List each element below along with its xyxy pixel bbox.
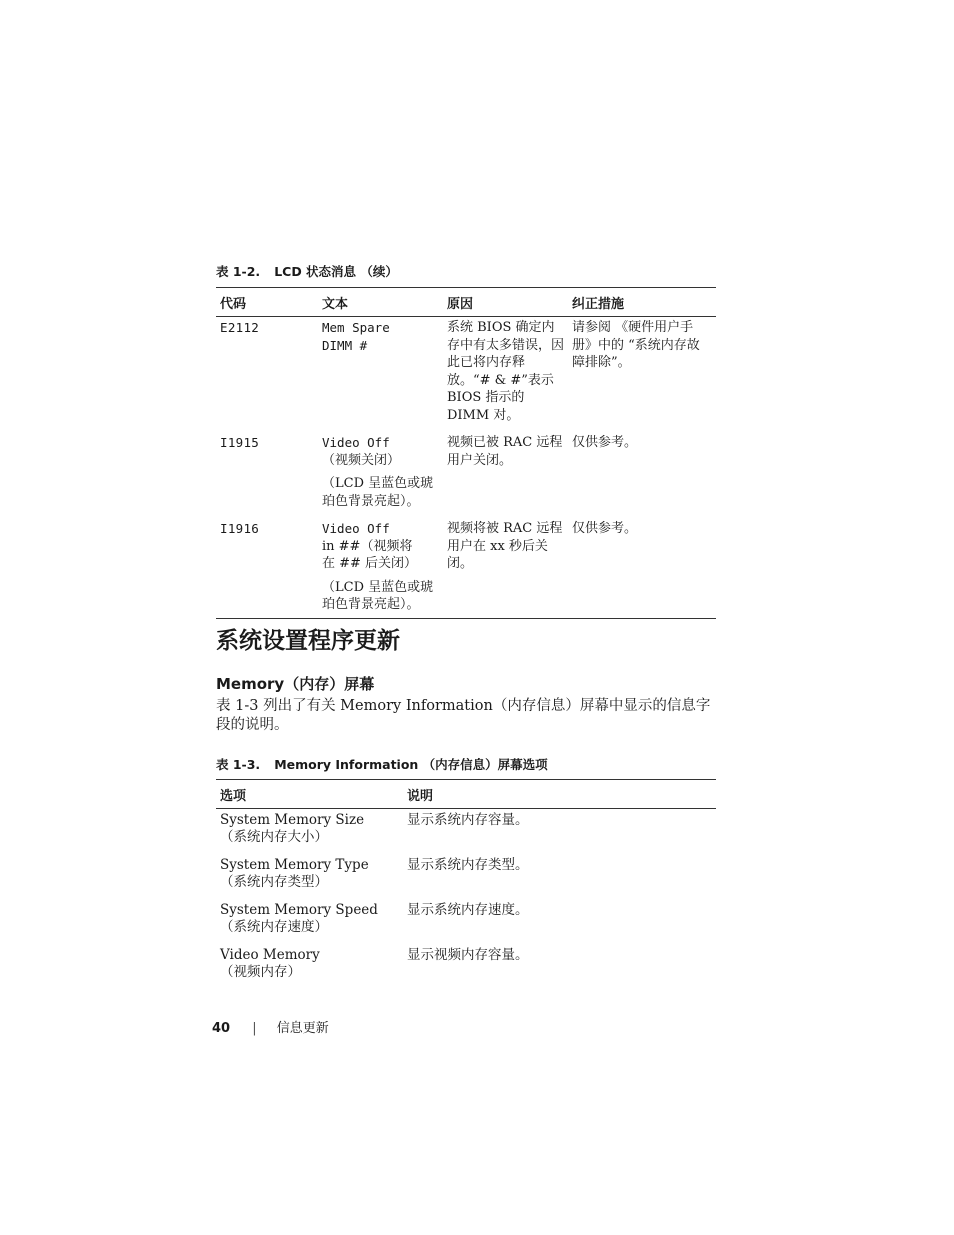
table-row	[216, 899, 716, 944]
row-option-name-cn: （系统内存大小）	[220, 829, 328, 845]
table-1-3-caption-number: 表 1-3.	[216, 757, 261, 772]
lcd-status-table	[216, 287, 716, 619]
row-text-note: （LCD 呈蓝色或琥珀色背景亮起）。	[322, 476, 434, 509]
column-header-option: 选项	[216, 780, 403, 809]
row-description: 显示系统内存类型。	[407, 857, 529, 873]
intro-paragraph: 表 1-3 列出了有关 Memory Information（内存信息）屏幕中显示的信息字段的说明。	[216, 698, 711, 733]
section-title: 系统设置程序更新	[216, 628, 400, 654]
row-option	[216, 854, 403, 899]
row-option-name-cn: （系统内存类型）	[220, 874, 328, 890]
table-row	[216, 518, 716, 618]
table-1-2-caption-number: 表 1-2.	[216, 264, 261, 279]
row-action: 仅供参考。	[568, 518, 716, 618]
row-option-name: System Memory Type	[220, 857, 369, 873]
row-text-line: （视频关闭）	[322, 452, 401, 468]
page-number: 40	[212, 1021, 231, 1036]
table-row	[216, 854, 716, 899]
row-text	[318, 518, 443, 618]
row-text-line: 在 ## 后关闭）	[322, 556, 418, 571]
row-text	[318, 317, 443, 433]
row-option-name: Video Memory	[220, 947, 320, 963]
row-text-line: Video Off	[322, 435, 390, 450]
row-option	[216, 899, 403, 944]
table-row	[216, 809, 716, 855]
row-text-line: Video Off	[322, 521, 390, 536]
memory-information-table	[216, 779, 716, 989]
row-option-name: System Memory Size	[220, 812, 365, 828]
column-header-code: 代码	[216, 288, 318, 317]
page-footer	[212, 1017, 329, 1036]
row-cause: 系统 BIOS 确定内存中有太多错误，因此已将内存释放。“# & #”表示 BIOS 指示的 DIMM 对。	[447, 320, 565, 423]
table-1-2-caption-title: LCD 状态消息 （续）	[274, 264, 398, 279]
table-1-3-caption-title: Memory Information （内存信息）屏幕选项	[274, 757, 548, 772]
row-description: 显示视频内存容量。	[407, 947, 529, 963]
table-header-row	[216, 288, 716, 317]
column-header-text: 文本	[318, 288, 443, 317]
row-cause: 视频已被 RAC 远程用户关闭。	[447, 435, 563, 468]
footer-section: 信息更新	[276, 1021, 329, 1036]
table-row	[216, 432, 716, 518]
row-action: 请参阅 《硬件用户手册》中的 “系统内存故障排除”。	[572, 320, 700, 370]
row-text-note: （LCD 呈蓝色或琥珀色背景亮起）。	[322, 579, 434, 612]
row-code: I1915	[220, 435, 260, 450]
row-option	[216, 809, 403, 855]
row-option-name-cn: （系统内存速度）	[220, 919, 328, 935]
row-action: 仅供参考。	[572, 435, 638, 450]
footer-separator: |	[252, 1021, 257, 1036]
column-header-description: 说明	[403, 780, 716, 809]
row-option-name-cn: （视频内存）	[220, 964, 301, 980]
row-description: 显示系统内存速度。	[407, 902, 529, 918]
row-text-line: in ##（视频将	[322, 538, 413, 554]
table-row	[216, 944, 716, 989]
row-text-line: DIMM #	[322, 337, 368, 353]
row-option	[216, 944, 403, 989]
row-option-name: System Memory Speed	[220, 902, 378, 918]
row-text	[318, 432, 443, 518]
row-code: E2112	[220, 320, 260, 335]
table-1-2-caption	[216, 262, 398, 280]
row-description: 显示系统内存容量。	[407, 812, 529, 828]
row-text-line: Mem Spare	[322, 320, 390, 335]
table-row	[216, 317, 716, 433]
table-1-3-caption	[216, 755, 548, 773]
subsection-title: Memory（内存）屏幕	[216, 675, 375, 693]
column-header-action: 纠正措施	[568, 288, 716, 317]
table-header-row	[216, 780, 716, 809]
row-code: I1916	[216, 518, 318, 618]
row-cause: 视频将被 RAC 远程用户在 xx 秒后关闭。	[443, 518, 568, 618]
column-header-cause: 原因	[443, 288, 568, 317]
